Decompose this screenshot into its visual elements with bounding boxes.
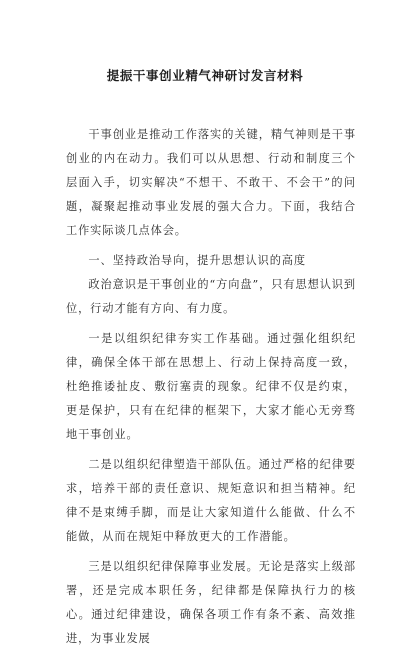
point-one-paragraph: 一是以组织纪律夯实工作基础。通过强化组织纪律，确保全体干部在思想上、行动上保持高度一致，杜绝推诿扯皮、敷衍塞责的现象。纪律不仅是约束，更是保护，只有在纪律的框架下，大家才能心无旁骛地干事创业。 [66, 332, 356, 441]
section-heading: 一、坚持政治导向，提升思想认识的高度 [88, 254, 306, 267]
point-three-paragraph: 三是以组织纪律保障事业发展。无论是落实上级部署，还是完成本职任务，纪律都是保障执行力的核心。通过纪律建设，确保各项工作有条不紊、高效推进，为事业发展 [66, 560, 356, 645]
section-lead-paragraph: 政治意识是干事创业的“方向盘”，只有思想认识到位，行动才能有方向、有力度。 [66, 278, 356, 315]
intro-paragraph: 干事创业是推动工作落实的关键，精气神则是干事创业的内在动力。我们可以从思想、行动和制度三个层面入手，切实解决“不想干、不敢干、不会干”的问题，凝聚起推动事业发展的强大合力。下面，我结合工作实际谈几点体会。 [66, 128, 356, 237]
point-two-paragraph: 二是以组织纪律塑造干部队伍。通过严格的纪律要求，培养干部的责任意识、规矩意识和担当精神。纪律不是束缚手脚，而是让大家知道什么能做、什么不能做，从而在规矩中释放更大的工作潜能。 [66, 458, 356, 543]
document-title: 提振干事创业精气神研讨发言材料 [106, 68, 304, 83]
document-body [66, 123, 356, 657]
